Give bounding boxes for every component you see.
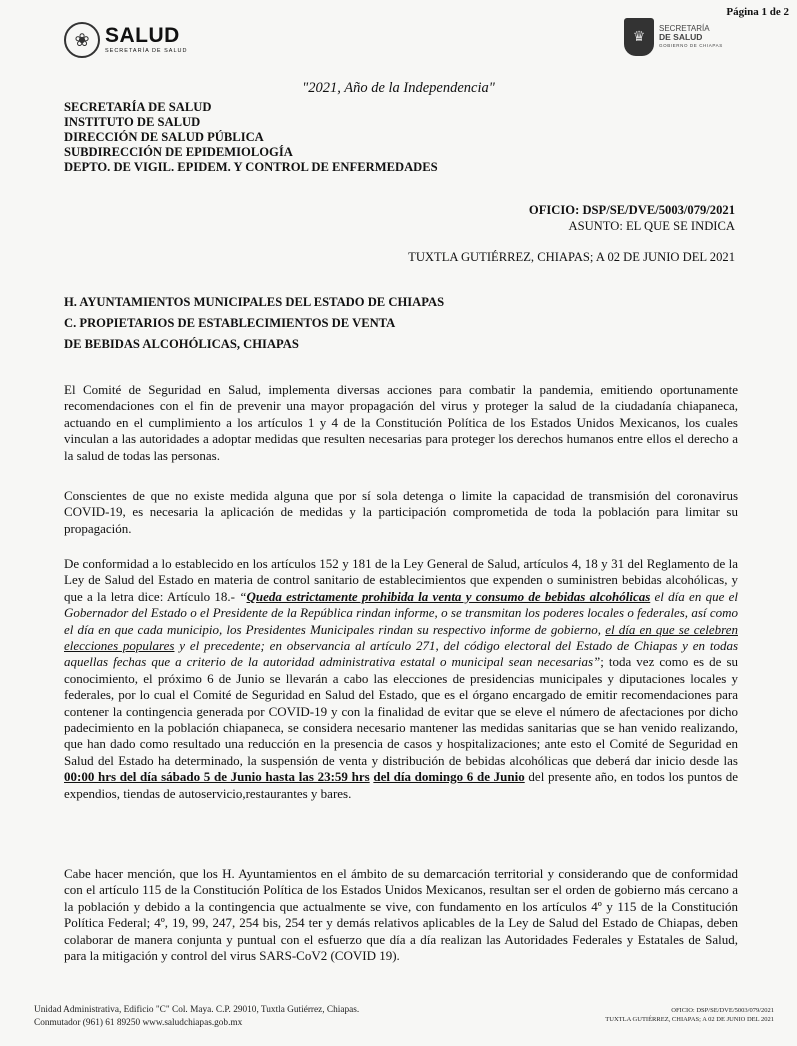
paragraph-text: Conscientes de que no existe medida alguna que por sí sola detenga o limite la capacidad de transmisión del coronavirus COVID-19, es necesaria la aplicación de medidas y la participación comprometida de toda la población para limitar su propagación.: [64, 488, 738, 536]
right-logo-line3: GOBIERNO DE CHIAPAS: [659, 43, 723, 49]
paragraph-4: [64, 866, 738, 964]
paragraph-text: Cabe hacer mención, que los H. Ayuntamientos en el ámbito de su demarcación territorial y considerando que de conformidad con el artículo 115 de la Constitución Política de los Estados Unidos Mexicanos, resultan ser el orden de gobierno más cercano a la población y debido a la contingencia que actualmente se vive, con fundamento en los artículos 4º y 115 de la Constitución Política Federal; 4º, 19, 99, 247, 254 bis, 254 ter y demás relativos aplicables de la Ley de Salud del Estado de Chiapas, deben colaborar de manera conjunta y puntual con el esfuerzo que día a día realizan las Autoridades Federales y Estatales de Salud, para la mitigación y control del virus SARS-CoV2 (COVID 19).: [64, 866, 738, 964]
footer-place: TUXTLA GUTIÉRREZ, CHIAPAS; A 02 DE JUNIO DEL 2021: [605, 1016, 774, 1023]
motto: "2021, Año de la Independencia": [302, 80, 495, 96]
salud-logo: [64, 22, 187, 58]
paragraph-text: El Comité de Seguridad en Salud, implementa diversas acciones para combatir la pandemia, emitiendo oportunamente recomendaciones con el fin de prevenir una mayor propagación del virus y proteger la salud de la ciudadanía chiapaneca, actuando en el cumplimiento a los artículos 1 y 4 de la Constitución Política de los Estados Unidos Mexicanos, los cuales vinculan a las autoridades a adoptar medidas que resulten necesarias para proteger los derechos humanos entre ellos el derecho a la salud de todas las personas.: [64, 382, 738, 463]
right-logo-line1: SECRETARÍA: [659, 23, 710, 33]
quote-text: y el precedente; en observancia al artículo 271, del código electoral del Estado de Chiapas y en todas aquellas fechas que a criterio de la autoridad administrativa estatal o municipal sean necesarias”: [64, 638, 738, 670]
paragraph-3: [64, 556, 738, 802]
prohibition-emphasis: Queda estrictamente prohibida la venta y consumo de bebidas alcohólicas: [246, 588, 651, 604]
quote-open: “: [239, 588, 247, 604]
paragraph-text: del presente año, en todos los puntos de expendios, tiendas de autoservicio,restaurantes y bares.: [64, 769, 738, 801]
department-line: INSTITUTO DE SALUD: [64, 115, 201, 129]
right-logo-line2: DE SALUD: [659, 32, 703, 43]
recipient-line: DE BEBIDAS ALCOHÓLICAS, CHIAPAS: [64, 337, 299, 351]
end-date-emphasis: del día domingo 6 de Junio: [373, 769, 525, 785]
place-date: TUXTLA GUTIÉRREZ, CHIAPAS; A 02 DE JUNIO DEL 2021: [408, 250, 735, 264]
department-line: DEPTO. DE VIGIL. EPIDEM. Y CONTROL DE ENFERMEDADES: [64, 160, 438, 174]
department-line: SECRETARÍA DE SALUD: [64, 100, 212, 114]
recipients-block: [64, 292, 444, 355]
paragraph-text: De conformidad a lo establecido en los artículos 152 y 181 de la Ley General de Salud, artículos 4, 18 y 31 del Reglamento de la Ley de Salud del Estado en materia de control sanitario de establecimientos que expenden o suministren bebidas alcohólicas, y que a la letra dice: Artículo 18.-: [64, 556, 738, 604]
paragraph-2: [64, 488, 738, 537]
recipient-line: H. AYUNTAMIENTOS MUNICIPALES DEL ESTADO DE CHIAPAS: [64, 295, 445, 309]
elections-emphasis: el día en que se celebren elecciones populares: [64, 621, 738, 654]
department-block: [64, 100, 438, 175]
oficio-number: OFICIO: DSP/SE/DVE/5003/079/2021: [528, 203, 735, 217]
mexico-seal-icon: ❀: [64, 22, 100, 58]
chiapas-logo: [624, 18, 723, 56]
oficio-block: [529, 202, 735, 234]
department-line: DIRECCIÓN DE SALUD PÚBLICA: [64, 130, 264, 144]
footer-oficio: OFICIO: DSP/SE/DVE/5003/079/2021: [671, 1007, 774, 1014]
footer-address: Unidad Administrativa, Edificio "C" Col. Maya. C.P. 29010, Tuxtla Gutiérrez, Chiapas.: [34, 1005, 360, 1015]
page-number: Página 1 de 2: [726, 6, 789, 18]
footer-reference-block: [605, 1006, 774, 1024]
footer-contact: Conmutador (961) 61 89250 www.saludchiapas.gob.mx: [34, 1018, 243, 1028]
start-time-emphasis: 00:00 hrs del día sábado 5 de Junio hasta las 23:59 hrs: [64, 769, 370, 785]
chiapas-shield-icon: ♛: [624, 18, 654, 56]
logo-subtitle: SECRETARÍA DE SALUD: [105, 48, 188, 55]
asunto: ASUNTO: EL QUE SE INDICA: [568, 219, 735, 233]
department-line: SUBDIRECCIÓN DE EPIDEMIOLOGÍA: [64, 145, 293, 159]
recipient-line: C. PROPIETARIOS DE ESTABLECIMIENTOS DE VENTA: [64, 316, 396, 330]
paragraph-text: ; toda vez como es de su conocimiento, el próximo 6 de Junio se llevarán a cabo las elecciones de presidencias municipales y diputaciones locales y federales, por lo cual el Comité de Seguridad en Salud del Estado, que es el órgano encargado de emitir recomendaciones para contener la contingencia generada por COVID-19 y con la finalidad de evitar que se eleve el número de afectaciones por dicho padecimiento en la población chiapaneca, se considera necesario mantener las medidas sanitarias que se han venido realizando, que han dado como resultado una reducción en la presencia de casos y hospitalizaciones; ante esto el Comité de Seguridad en Salud del Estado ha determinado, la suspensión de venta y distribución de bebidas alcohólicas que deberá dar inicio desde las: [64, 654, 739, 768]
logo-name: SALUD: [105, 24, 180, 48]
footer-address-block: [34, 1004, 359, 1030]
quote-text: el día en que el Gobernador del Estado o el Presidente de la República rindan informe, o se transmitan los poderes locales o federales, así como el día en que cada municipio, los Presidentes Municipales rindan su respectivo informe de gobierno,: [64, 588, 738, 637]
paragraph-1: [64, 382, 738, 464]
